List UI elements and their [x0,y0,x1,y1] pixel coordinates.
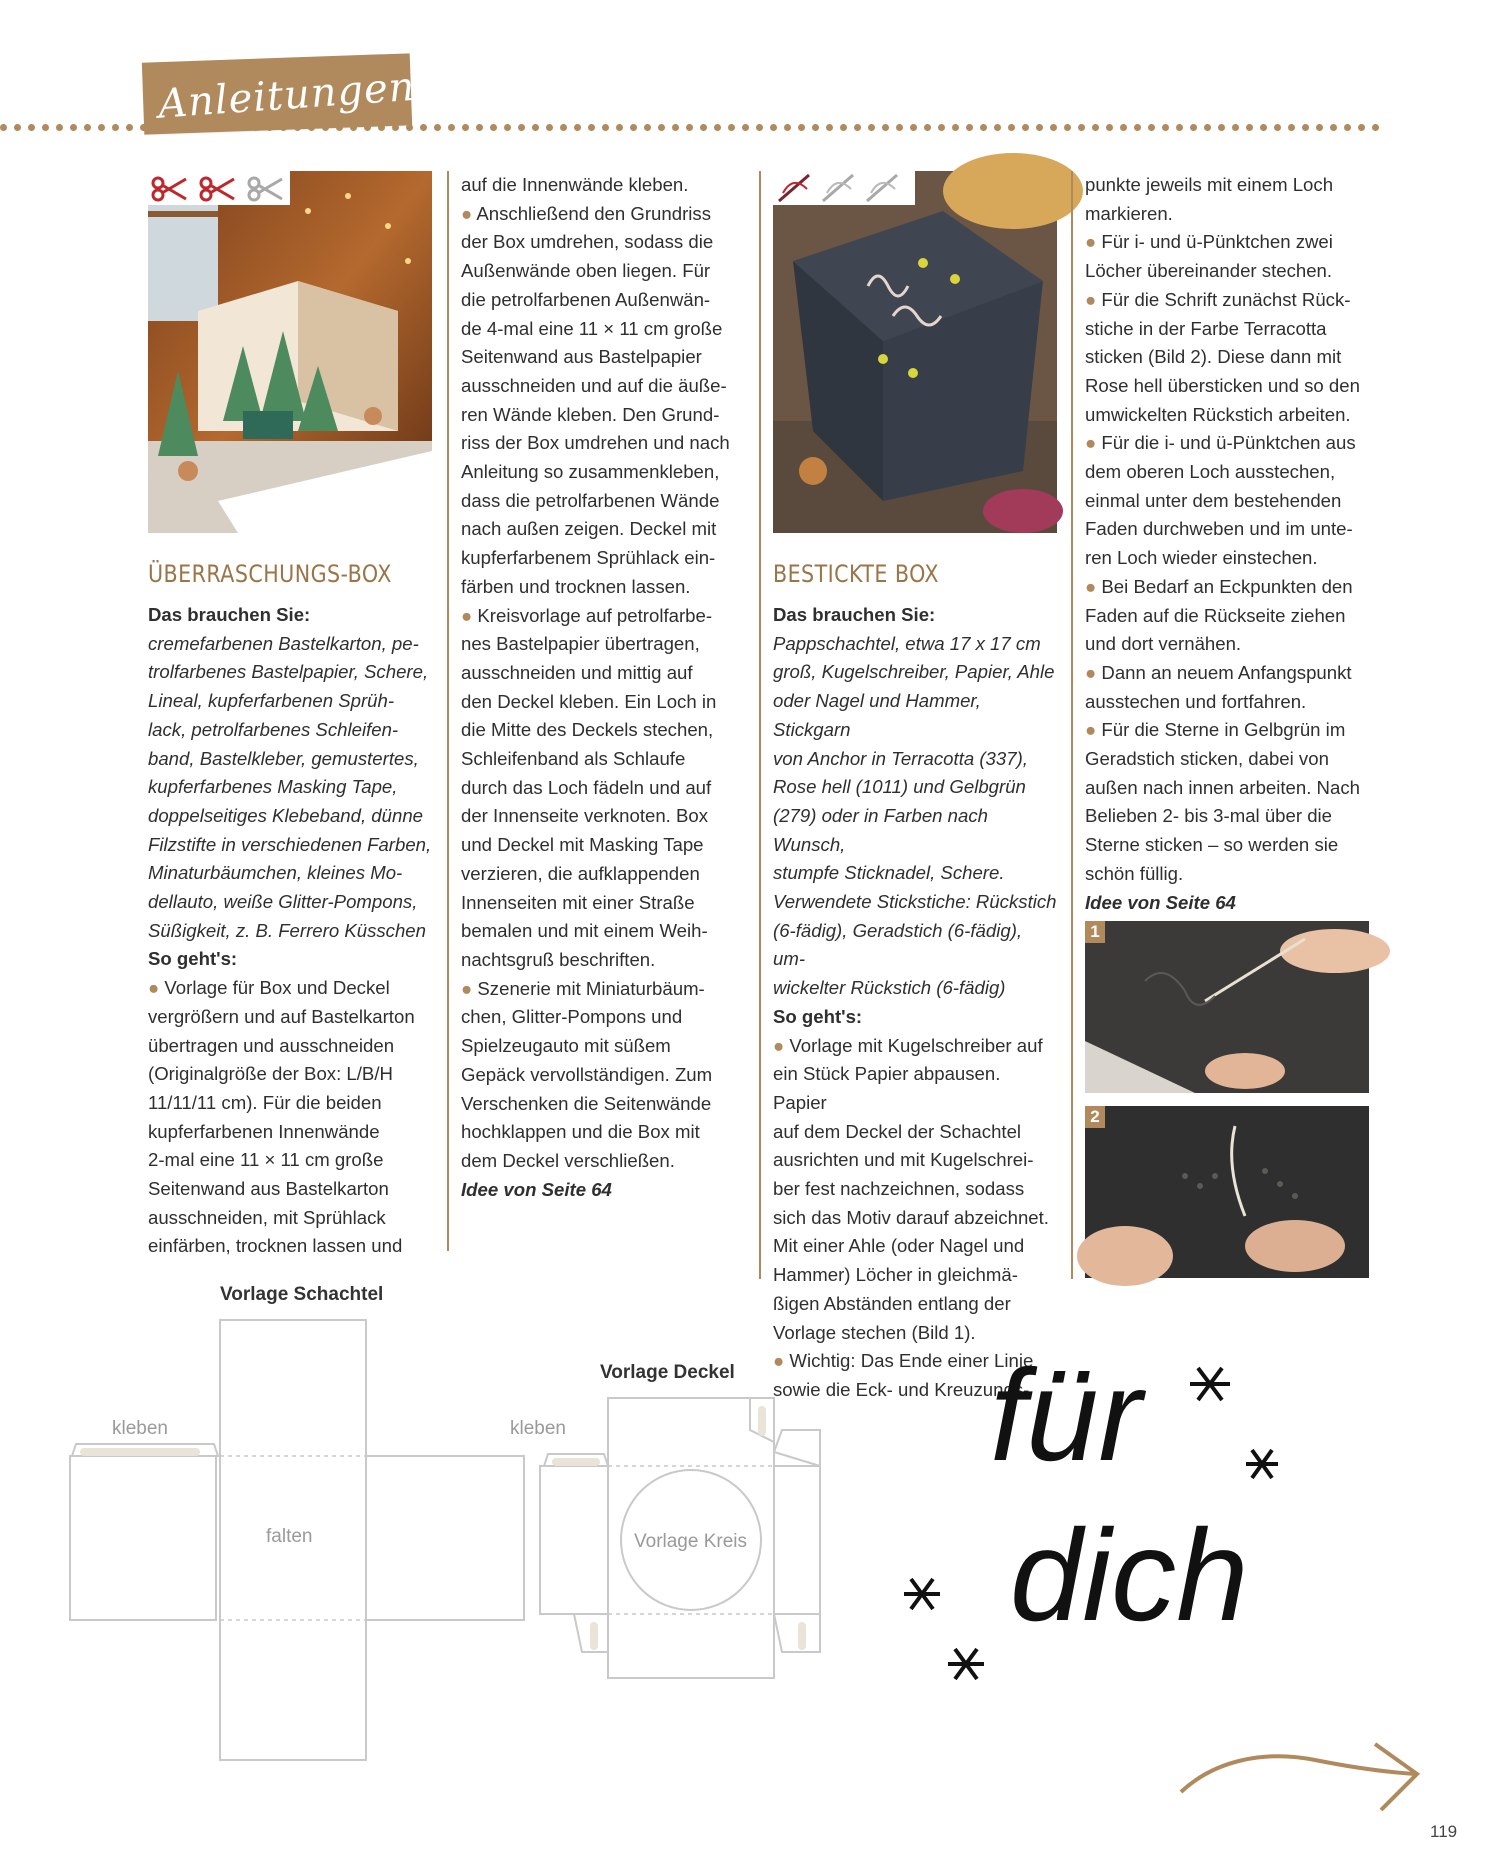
difficulty-needle-icon [773,171,915,205]
steps-heading: So geht's: [773,1005,863,1027]
needs-heading: Das brauchen Sie: [773,604,936,625]
column-2: auf die Innenwände kleben. ● Anschließend den Grundriss der Box umdrehen, sodass die Außenwände oben liegen. Für die petrolfarbenen Außenwän- de 4-mal eine 11 × 11 cm große Seitenwand aus Bastelpapier ausschneiden und auf die äuße- ren Wände kleben. Den Grund- riss der Box umdrehen und nach Anleitung so zusammenkleben, dass die petrolfarbenen Wände nach außen zeigen. Deckel mit kupferfarbenem Sprühlack ein- färben und trocknen lassen. ● Kreisvorlage auf petrolfarbe- nes Bastelpapier übertragen, ausschneiden und mittig auf den Deckel kleben. Ein Loch in die Mitte des Deckels stechen, Schleifenband als Schlaufe durch das Loch fädeln und auf der Innenseite verknoten. Box und Deckel mit Masking Tape verzieren, die aufklappenden Innenseiten mit einer Straße bemalen und mit einem Weih- nachtsgruß beschriften. ● Szenerie mit Miniaturbäum- chen, Glitter-Pompons und Spielzeugauto mit süßem Gepäck vervollständigen. Zum Verschenken die Seitenwände hochklappen und die Box mit dem Deckel verschließen. Idee von Seite 64 [461,171,745,1204]
column-4: punkte jeweils mit einem Loch markieren. ● Für i- und ü-Pünktchen zwei Löcher übereinander stechen. ● Für die Schrift zunächst Rück- stiche in der Farbe Terracotta sticken (Bild 2). Diese dann mit Rose hell übersticken und so den umwickelten Rückstich arbeiten. ● Für die i- und ü-Pünktchen aus dem oberen Loch ausstechen, einmal unter dem bestehenden Faden durchweben und im unte- ren Loch wieder einstechen. ● Bei Bedarf an Eckpunkten den Faden auf die Rückseite ziehen und dort vernähen. ● Dann an neuem Anfangspunkt ausstechen und fortfahren. ● Für die Sterne in Gelbgrün im Geradstich sticken, dabei von außen nach innen arbeiten. Nach Belieben 2- bis 3-mal über die Sterne sticken – so werden sie schön füllig. Idee von Seite 64 [1085,171,1369,917]
box-template-diagram [60,1310,540,1770]
glue-label: kleben [112,1418,168,1439]
steps-heading: So geht's: [148,948,238,970]
photo-embroidered-box [773,171,1057,533]
handwriting-dich: dich [1010,1502,1249,1648]
fold-label: falten [266,1526,313,1547]
bullet-icon: ● [1085,432,1102,454]
box-template-label: Vorlage Schachtel [220,1284,384,1305]
lid-template-label: Vorlage Deckel [600,1362,735,1383]
bullet-icon: ● [1085,575,1102,597]
idea-reference: Idee von Seite 64 [461,1178,612,1200]
page-number: 119 [1430,1822,1458,1841]
bullet-icon: ● [1085,288,1102,310]
circle-template-label: Vorlage Kreis [634,1531,748,1552]
handwriting-fuer: für [990,1342,1142,1488]
materials-list: cremefarbenen Bastelkarton, pe- trolfarbenes Bastelpapier, Schere, Lineal, kupferfarbenen Sprüh- lack, petrolfarbenes Schleifen- band, Bastelkleber, gemustertes, kupferfarbenes Masking Tape, doppelseitiges Klebeband, dünne Filzstifte in verschiedenen Farben, Minaturbäumchen, kleines Mo- dellauto, weiße Glitter-Pompons, Süßigkeit, z. B. Ferrero Küsschen [148,632,432,941]
column-divider [759,171,761,1279]
bullet-icon: ● [461,604,478,626]
materials-list: Pappschachtel, etwa 17 x 17 cm groß, Kugelschreiber, Papier, Ahle oder Nagel und Hammer, Stickgarn von Anchor in Terracotta (337), Rose hell (1011) und Gelbgrün (279) oder in Farben nach Wunsch, stumpfe Sticknadel, Schere. Verwendete Stickstiche: Rückstich (6-fädig), Geradstich (6-fädig), um- wickelter Rückstich (6-fädig) [773,632,1057,999]
project-title-surprise-box: ÜBERRASCHUNGS-BOX [148,560,392,588]
step-photo-2 [1085,1106,1369,1278]
instructions: ● Vorlage mit Kugelschreiber auf ein Stück Papier abpausen. Papier auf dem Deckel der Schachtel ausrichten und mit Kugelschrei- ber fest nachzeichnen, sodass sich das Motiv darauf abzeichnet. Mit einer Ahle (oder Nagel und Hammer) Löcher in gleichmä- ßigen Abständen entlang der Vorlage stechen (Bild 1). ● Wichtig: Das Ende einer Linie sowie die Eck- und Kreuzungs- [773,1034,1049,1400]
arrow-right-icon [1175,1730,1435,1820]
bullet-icon: ● [461,202,477,224]
needs-heading: Das brauchen Sie: [148,604,311,625]
bullet-icon: ● [1085,231,1102,253]
glue-label: kleben [510,1418,566,1439]
bullet-icon: ● [148,977,165,999]
bullet-icon: ● [461,977,478,999]
bullet-icon: ● [1085,661,1102,683]
bullet-icon: ● [773,1350,790,1372]
column-1 [148,601,432,1261]
column-divider [1071,171,1073,1279]
project-title-embroidered-box: BESTICKTE BOX [773,560,940,588]
step-number-2: 2 [1085,1106,1105,1128]
photo-surprise-box [148,171,432,533]
dotted-divider [0,124,1380,131]
bullet-icon: ● [773,1034,790,1056]
section-title: Anleitungen [156,63,417,128]
step-photo-1 [1085,921,1369,1093]
handwriting-motif [880,1320,1300,1690]
step-number-1: 1 [1085,921,1105,943]
idea-reference: Idee von Seite 64 [1085,891,1236,913]
column-3 [773,601,1057,1405]
column-divider [447,171,449,1251]
lid-template-diagram [510,1390,830,1700]
difficulty-scissors-icon [148,171,290,205]
bullet-icon: ● [1085,719,1102,741]
instructions: ● Vorlage für Box und Deckel vergrößern und auf Bastelkarton übertragen und ausschneiden (Originalgröße der Box: L/B/H 11/11/11 cm). Für die beiden kupferfarbenen Innenwände 2-mal eine 11 × 11 cm große Seitenwand aus Bastelkarton ausschneiden, mit Sprühlack einfärben, trocknen lassen und [148,977,415,1257]
